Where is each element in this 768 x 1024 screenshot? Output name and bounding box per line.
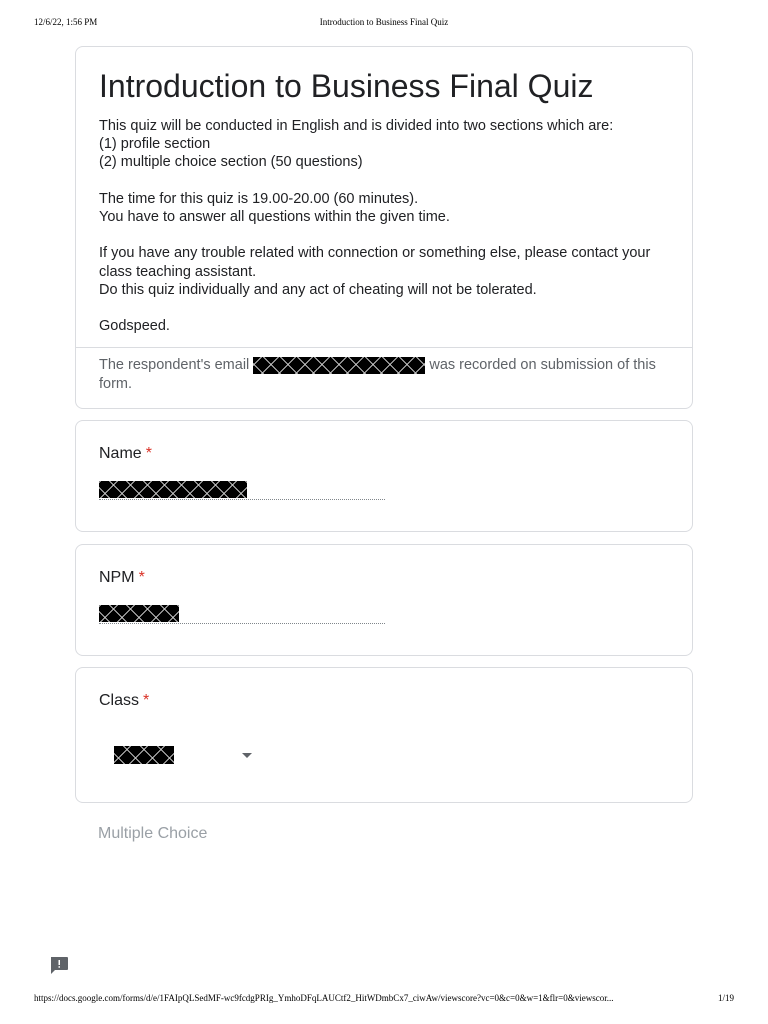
section-title: Multiple Choice [98,825,208,842]
print-page-title: Introduction to Business Final Quiz [319,17,449,27]
description-line: This quiz will be conducted in English and is divided into two sections which are: [99,118,614,134]
redacted-selection [114,746,174,764]
question-label [99,568,145,588]
email-note-prefix: The respondent's email [99,357,250,373]
redacted-email [253,357,425,374]
redacted-answer [99,481,247,498]
print-datetime: 12/6/22, 1:56 PM [34,17,98,27]
print-page-number: 1/19 [717,993,734,1003]
required-asterisk: * [143,692,150,709]
description-line: (2) multiple choice section (50 questions) [99,154,363,171]
question-label [99,444,152,464]
description-line: (1) profile section [99,136,211,153]
redacted-answer [99,605,179,622]
feedback-icon[interactable] [49,955,69,975]
description-line: Do this quiz individually and any act of cheating will not be tolerated. [99,281,537,298]
form-header-card [75,46,693,409]
email-note-suffix: was recorded on submission of this form. [99,357,656,392]
question-title: Class [99,692,140,709]
npm-answer[interactable] [99,605,385,624]
question-title: Name [99,445,142,462]
question-label [99,691,149,711]
name-answer[interactable] [99,481,385,500]
description-line: Godspeed. [99,318,170,335]
description-line: The time for this quiz is 19.00-20.00 (60 minutes). [99,190,419,207]
question-card-class [75,667,693,803]
email-note [99,356,669,393]
question-card-name [75,420,693,532]
required-asterisk: * [145,445,152,462]
print-url: https://docs.google.com/forms/d/e/1FAIpQLSedMF-wc9fcdgPRIg_YmhoDFqLAUCtf2_HitWDmbCx7_ciwAw/viewscore?vc=0&c=0&w=1&flr=0&viewscor... [34,993,614,1003]
question-title: NPM [99,569,135,586]
form-title: Introduction to Business Final Quiz [99,68,594,104]
print-header [34,17,734,31]
dropdown-arrow-icon [242,753,252,758]
divider [76,347,692,348]
class-dropdown[interactable] [114,746,254,768]
form-description [99,117,669,335]
print-footer [34,993,734,1007]
question-card-npm [75,544,693,656]
description-line: You have to answer all questions within the given time. [99,209,450,225]
required-asterisk: * [138,569,145,586]
description-line: If you have any trouble related with connection or something else, please contact your class teaching assistant. [99,245,651,280]
